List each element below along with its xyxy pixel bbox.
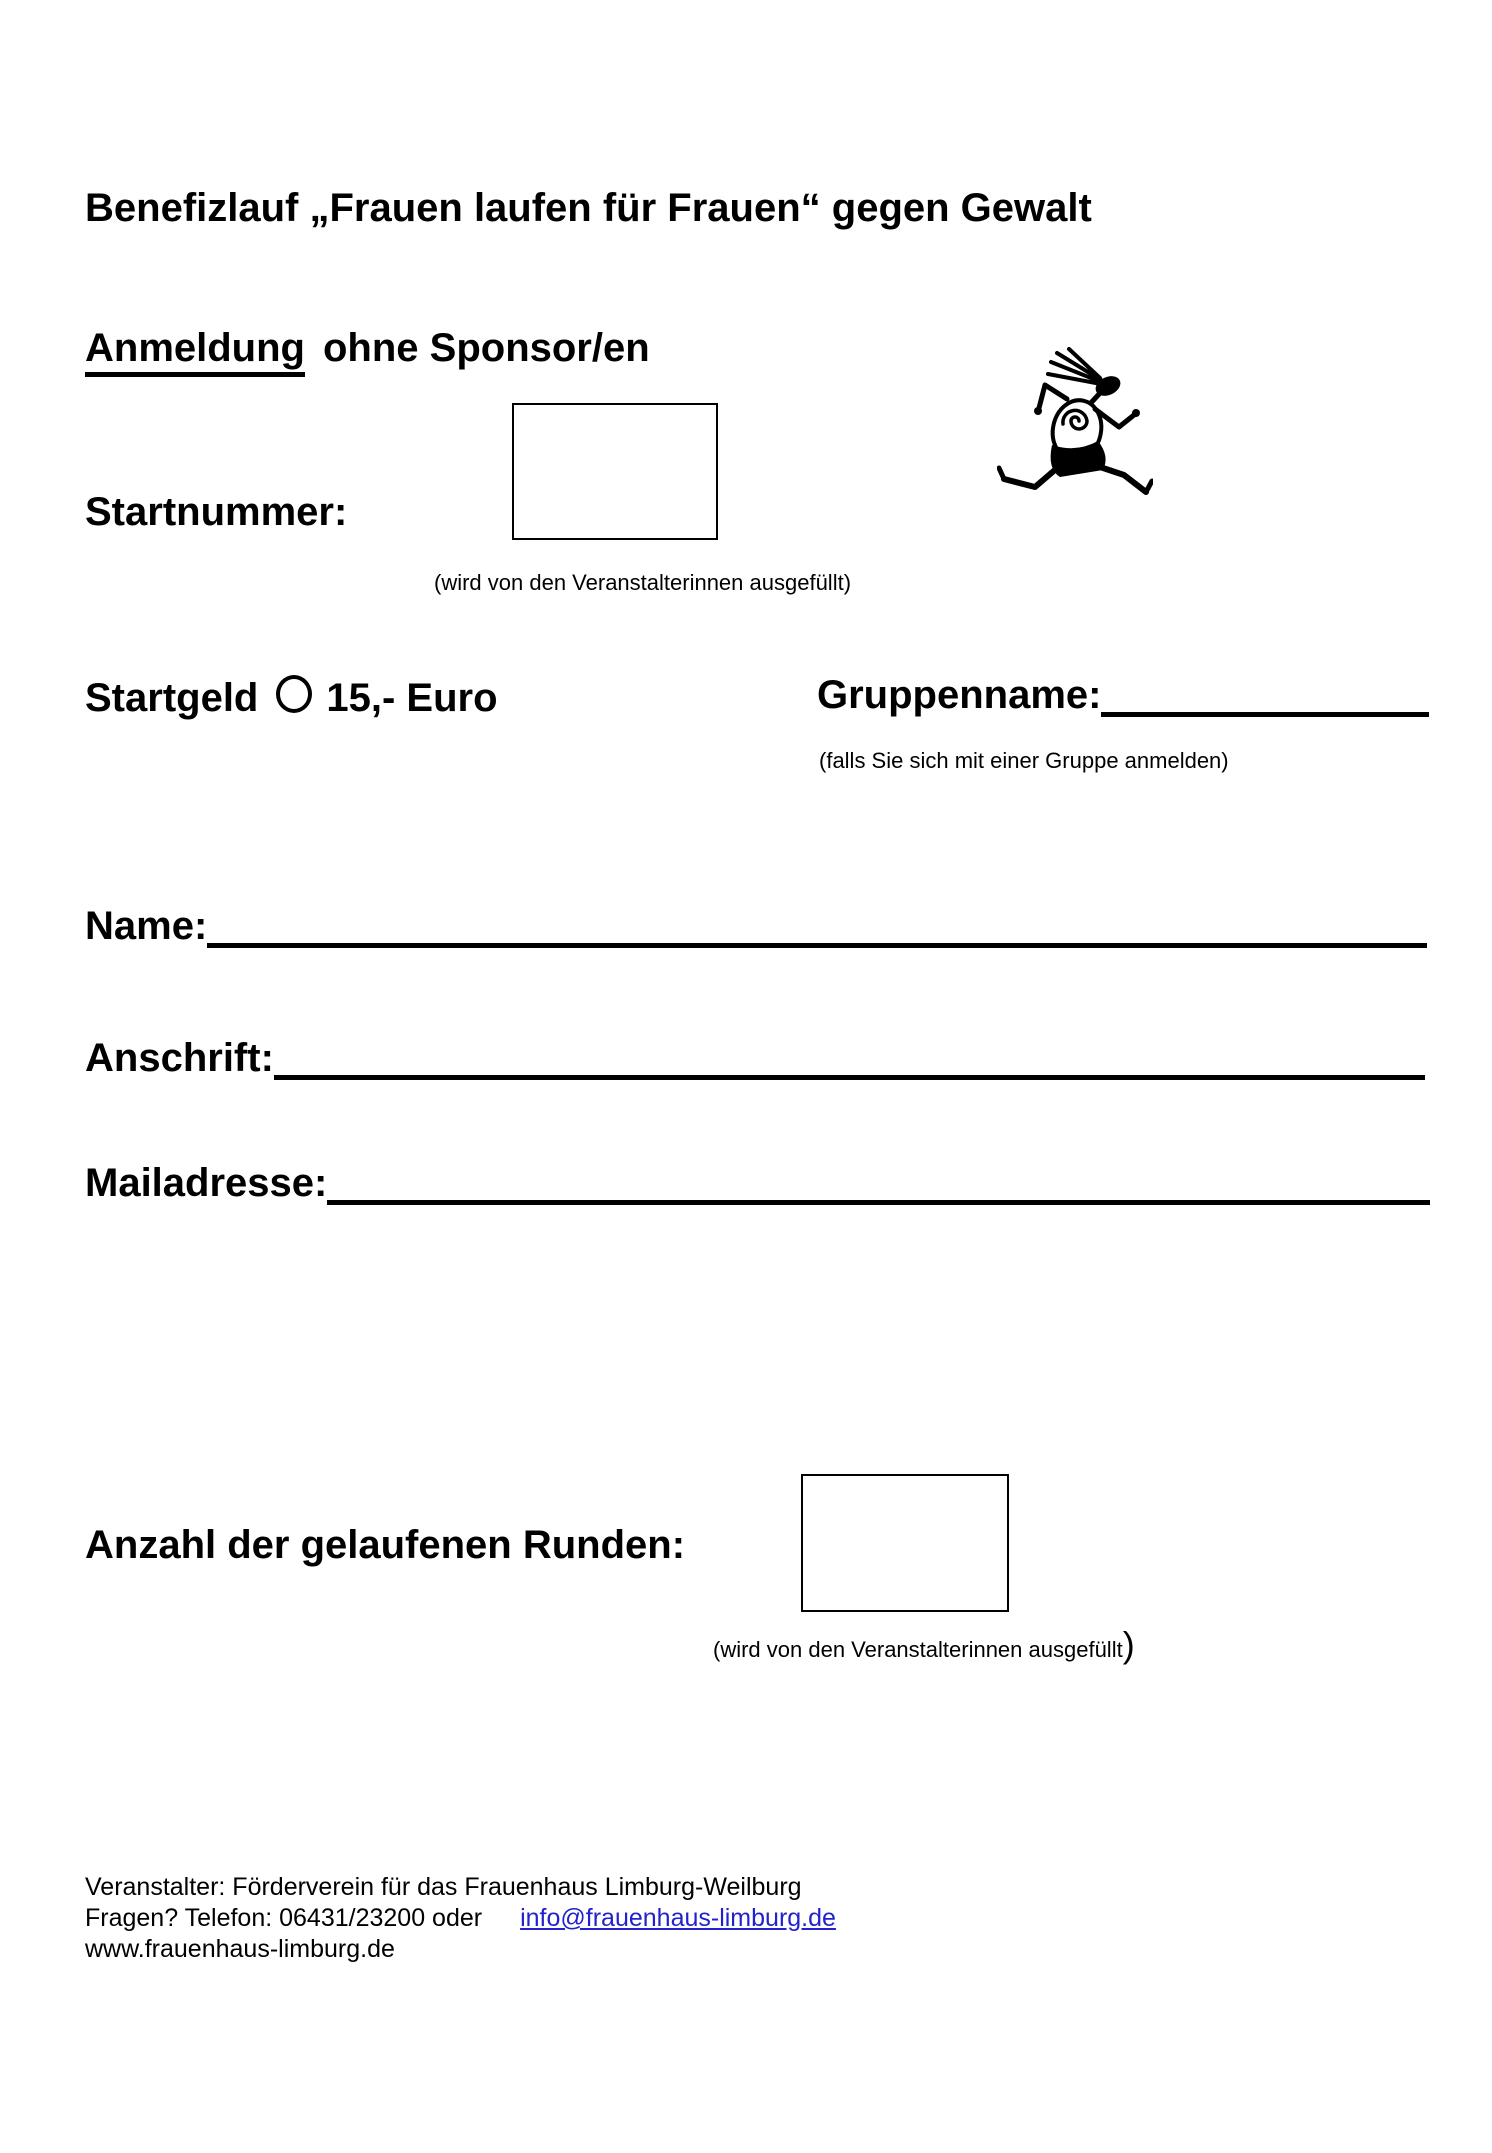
group-name-note: (falls Sie sich mit einer Gruppe anmelden) <box>819 748 1229 773</box>
laps-note-text: (wird von den Veranstalterinnen ausgefüllt <box>713 1637 1123 1662</box>
email-label: Mailadresse: <box>85 1161 328 1205</box>
footer <box>85 1872 836 1965</box>
page-title: Benefizlauf „Frauen laufen für Frauen“ gegen Gewalt <box>85 186 1092 230</box>
footer-contact-line <box>85 1903 836 1934</box>
start-number-label: Startnummer: <box>85 490 348 534</box>
footer-organizer-line: Veranstalter: Förderverein für das Frauenhaus Limburg-Weilburg <box>85 1873 802 1901</box>
fee-radio-circle-icon <box>276 675 312 713</box>
fee-amount: 15,- Euro <box>326 676 498 720</box>
running-figure-icon <box>997 347 1153 507</box>
address-blank-line <box>274 1038 1425 1080</box>
email-row <box>85 1163 1430 1205</box>
fee-label: Startgeld <box>85 676 259 720</box>
group-name-blank-line <box>1101 675 1429 717</box>
laps-label: Anzahl der gelaufenen Runden: <box>85 1523 686 1567</box>
section-heading <box>85 326 650 377</box>
heading-anmeldung: Anmeldung <box>85 326 305 377</box>
group-name-row <box>817 675 1429 717</box>
footer-phone-text: Fragen? Telefon: 06431/23200 oder <box>85 1904 483 1932</box>
email-link[interactable]: info@frauenhaus-limburg.de <box>520 1904 836 1932</box>
address-row <box>85 1038 1425 1080</box>
name-row <box>85 906 1427 948</box>
start-number-note: (wird von den Veranstalterinnen ausgefüllt) <box>434 570 852 595</box>
name-blank-line <box>207 906 1427 948</box>
laps-count-box <box>801 1474 1009 1612</box>
name-label: Name: <box>85 904 208 948</box>
heading-ohne-sponsor: ohne Sponsor/en <box>322 326 650 370</box>
group-name-label: Gruppenname: <box>817 673 1102 717</box>
email-blank-line <box>327 1163 1430 1205</box>
laps-note <box>713 1624 1135 1665</box>
laps-note-close-paren: ) <box>1122 1624 1135 1665</box>
footer-website-line: www.frauenhaus-limburg.de <box>85 1935 395 1963</box>
address-label: Anschrift: <box>85 1036 274 1080</box>
fee-row <box>85 675 498 718</box>
start-number-box <box>512 403 718 540</box>
